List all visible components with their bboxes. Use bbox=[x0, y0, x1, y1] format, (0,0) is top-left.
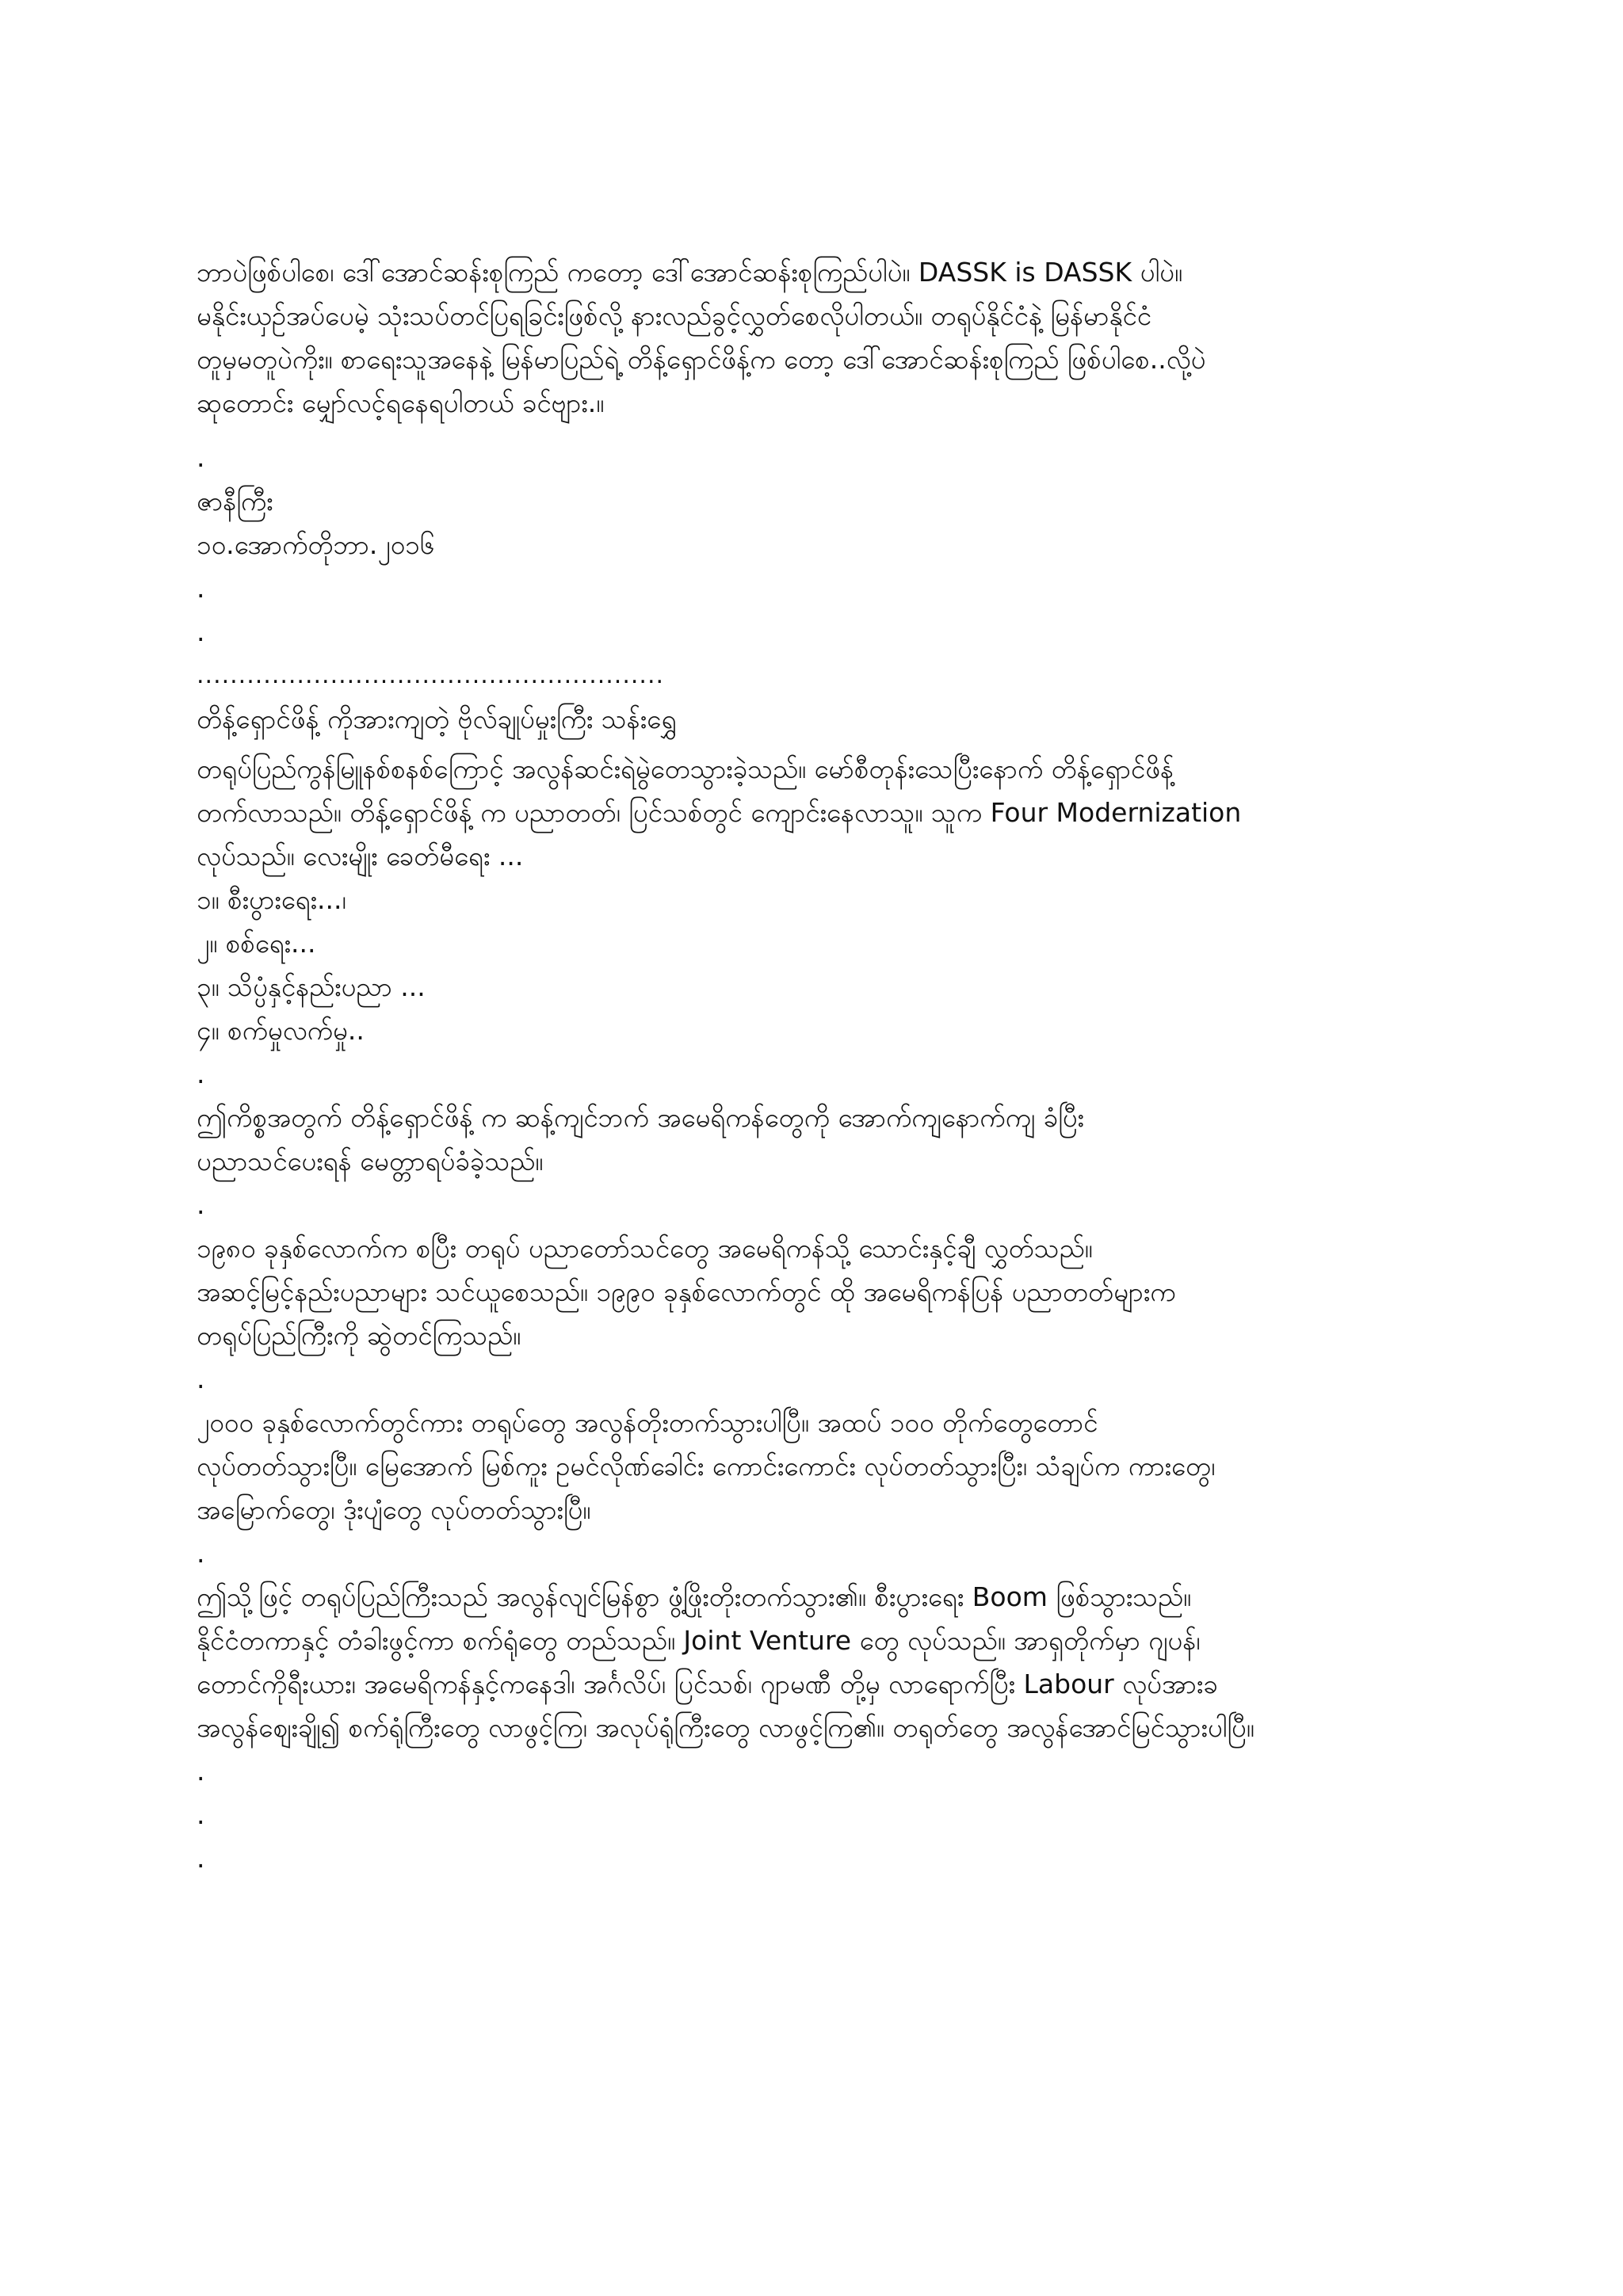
separator-dot: . bbox=[197, 1363, 205, 1394]
separator-dot: . bbox=[197, 1843, 205, 1874]
text-line: ၁၉၈၀ ခုနှစ်လောက်က စပြီး တရုပ် ပညာတော်သင်တွေ အမေရိကန်သို့ သောင်းနှင့်ချီ လွှတ်သည်။ bbox=[197, 1233, 1093, 1264]
post-date: ၁၀.အောက်တိုဘာ.၂၀၁၆ bbox=[197, 529, 435, 560]
text-line: တရုပ်ပြည်ကြီးကို ဆွဲတင်ကြသည်။ bbox=[197, 1320, 521, 1351]
dotted-rule: ........................................................ bbox=[197, 662, 665, 689]
separator-dot: . bbox=[197, 1189, 205, 1220]
text-line: အဆင့်မြင့်နည်းပညာများ သင်ယူစေသည်။ ၁၉၉၀ ခုနှစ်လောက်တွင် ထို အမေရိကန်ပြန် ပညာတတ်များက bbox=[197, 1276, 1176, 1307]
modernization-list bbox=[197, 878, 1433, 1052]
text-line: တူမှမတူပဲကိုး။ စာရေးသူအနေနဲ့ မြန်မာပြည်ရဲ့ တိန့်ရှောင်ဖိန့်က တော့ ဒေါ်အောင်ဆန်းစုကြည် ဖြစ်ပါစေ..လို့ပဲ bbox=[197, 344, 1206, 375]
text-line: အလွန်ဈေးချို၍ စက်ရုံကြီးတွေ လာဖွင့်ကြ၊ အလုပ်ရုံကြီးတွေ လာဖွင့်ကြ၏။ တရုတ်တွေ အလွန်အောင်မြင်သွားပါပြီ။ bbox=[197, 1712, 1254, 1743]
author-name: ဇာနီကြီး bbox=[197, 486, 273, 517]
separator-dot: . bbox=[197, 573, 205, 604]
separator-dot: . bbox=[197, 1058, 205, 1089]
list-item: ၁။ စီးပွားရေး...၊ bbox=[197, 884, 346, 915]
paragraph-boom bbox=[197, 1575, 1433, 1749]
paragraph-2000s bbox=[197, 1401, 1433, 1531]
text-line: တောင်ကိုရီးယား၊ အမေရိကန်နှင့်ကနေဒါ၊ အင်္ဂလိပ်၊ ပြင်သစ်၊ ဂျာမဏီ တို့မှ လာရောက်ပြီး Labour လုပ်အားခ bbox=[197, 1669, 1218, 1699]
text-line: ၂၀၀၀ ခုနှစ်လောက်တွင်ကား တရုပ်တွေ အလွန်တိုးတက်သွားပါပြီ။ အထပ် ၁၀၀ တိုက်တွေတောင် bbox=[197, 1407, 1098, 1438]
text-line: အမြောက်တွေ၊ ဒုံးပျံတွေ လုပ်တတ်သွားပြီ။ bbox=[197, 1494, 591, 1525]
article-heading: တိန့်ရှောင်ဖိန့် ကိုအားကျတဲ့ ဗိုလ်ချုပ်မှုးကြီး သန်းရွှေ bbox=[197, 704, 677, 734]
list-item: ၄။ စက်မှုလက်မှု.. bbox=[197, 1015, 365, 1046]
text-line: ဘာပဲဖြစ်ပါစေ၊ ဒေါ်အောင်ဆန်းစုကြည် ကတော့ ဒေါ်အောင်ဆန်းစုကြည်ပါပဲ။ DASSK is DASSK ပါပဲ။ bbox=[197, 257, 1182, 288]
separator-dot: . bbox=[197, 1799, 205, 1830]
text-line: မနိုင်းယှဉ်အပ်ပေမဲ့ သုံးသပ်တင်ပြရခြင်းဖြစ်လို့ နားလည်ခွင့်လွှတ်စေလိုပါတယ်။ တရုပ်နိုင်ငံနဲ့ မြန်မာနိုင်ငံ bbox=[197, 300, 1152, 331]
paragraph-closing bbox=[197, 250, 1433, 425]
text-line: ဆုတောင်း မျှော်လင့်ရနေရပါတယ် ခင်ဗျား.။ bbox=[197, 387, 605, 418]
paragraph-request bbox=[197, 1096, 1433, 1183]
paragraph-1980s bbox=[197, 1226, 1433, 1357]
separator-dot: . bbox=[197, 442, 205, 473]
paragraph-intro bbox=[197, 747, 1433, 878]
text-line: လုပ်တတ်သွားပြီ။ မြေအောက် မြစ်ကူး ဥမင်လိုဏ်ခေါင်း ကောင်းကောင်း လုပ်တတ်သွားပြီး၊ သံချပ်က ကားတွေ၊ bbox=[197, 1451, 1216, 1482]
separator-dot: . bbox=[197, 616, 205, 647]
text-line: ပညာသင်ပေးရန် မေတ္တာရပ်ခံခဲ့သည်။ bbox=[197, 1146, 544, 1177]
separator-dot: . bbox=[197, 1538, 205, 1569]
text-line: လုပ်သည်။ လေးမျိုး ခေတ်မီရေး ... bbox=[197, 841, 524, 871]
list-item: ၃။ သိပ္ပံနှင့်နည်းပညာ ... bbox=[197, 971, 426, 1002]
list-item: ၂။ စစ်ရေး... bbox=[197, 928, 316, 959]
text-line: ဤသို့ဖြင့် တရုပ်ပြည်ကြီးသည် အလွန်လျင်မြန်စွာ ဖွံ့ဖြိုးတိုးတက်သွား၏။ စီးပွားရေး Boom ဖြစ်သွားသည်။ bbox=[197, 1581, 1191, 1612]
text-line: နိုင်ငံတကာနှင့် တံခါးဖွင့်ကာ စက်ရုံတွေ တည်သည်။ Joint Venture တွေ လုပ်သည်။ အာရှတိုက်မှာ ဂျပန်၊ bbox=[197, 1625, 1201, 1656]
document-body bbox=[197, 250, 1433, 1880]
text-line: တက်လာသည်။ တိန့်ရှောင်ဖိန့် က ပညာတတ်၊ ပြင်သစ်တွင် ကျောင်းနေလာသူ။ သူက Four Modernization bbox=[197, 797, 1242, 828]
text-line: ဤကိစ္စအတွက် တိန့်ရှောင်ဖိန့် က ဆန့်ကျင်ဘက် အမေရိကန်တွေကို အောက်ကျနောက်ကျ ခံပြီး bbox=[197, 1102, 1084, 1133]
text-line: တရုပ်ပြည်ကွန်မြူနစ်စနစ်ကြောင့် အလွန်ဆင်းရဲမွဲတေသွားခဲ့သည်။ မော်စီတုန်းသေပြီးနောက် တိန့်ရှောင်ဖိန့် bbox=[197, 753, 1174, 784]
separator-dot: . bbox=[197, 1756, 205, 1787]
